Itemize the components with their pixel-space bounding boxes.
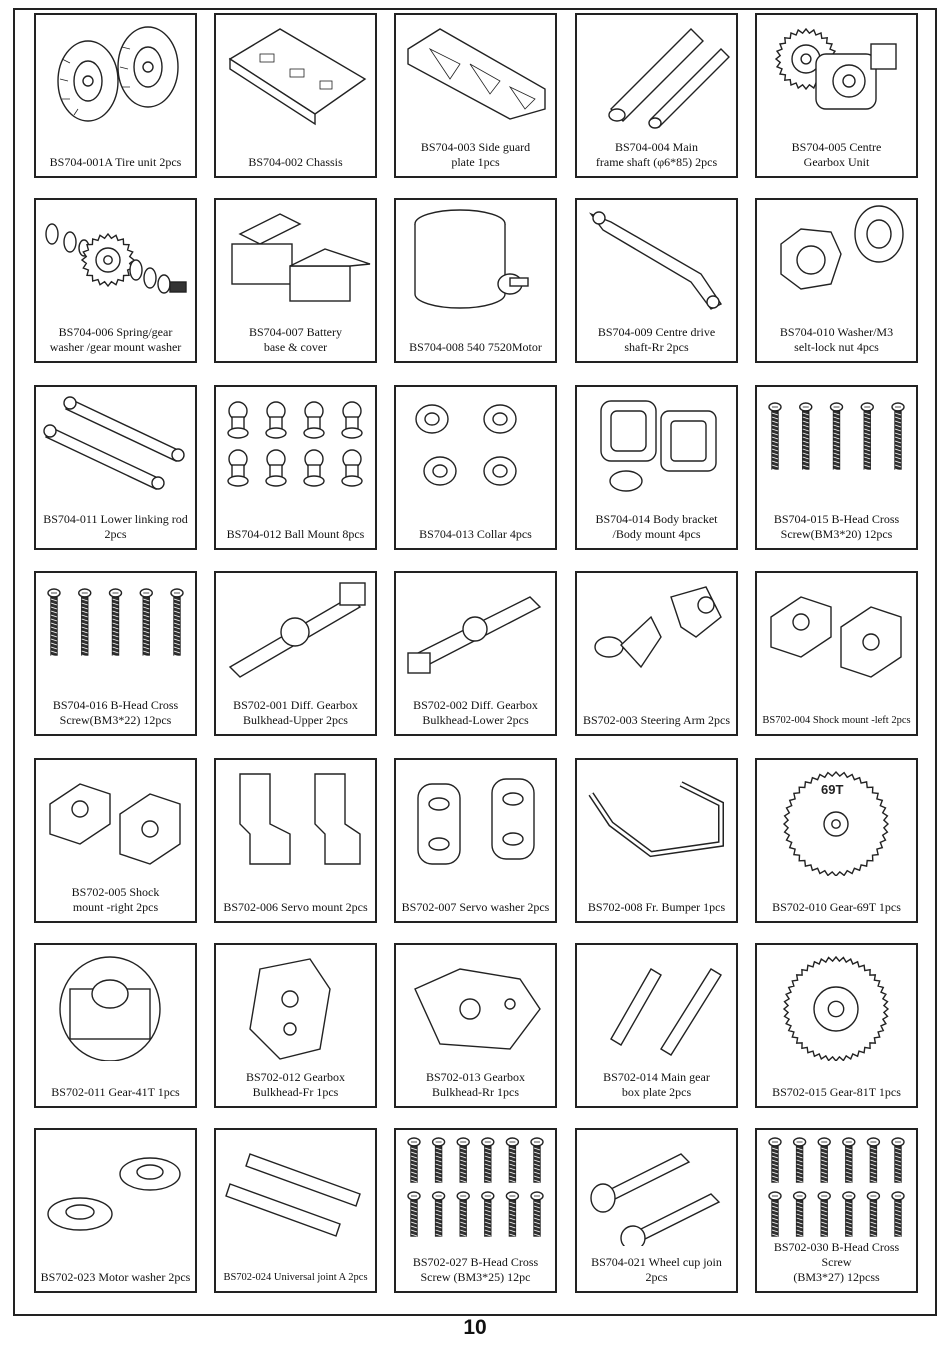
part-cell (214, 385, 377, 550)
part-caption: BS704-005 Centre Gearbox Unit (791, 140, 882, 169)
part-caption: BS702-023 Motor washer 2pcs (40, 1270, 191, 1284)
part-cell (394, 571, 557, 736)
part-caption: BS704-004 Main frame shaft (φ6*85) 2pcs (595, 140, 718, 169)
part-caption: BS704-006 Spring/gear washer /gear mount washer (49, 325, 182, 354)
part-cell (34, 943, 197, 1108)
gearbox-plate-rr-icon (400, 949, 551, 1061)
part-caption: BS702-027 B-Head Cross Screw (BM3*25) 12pc (412, 1255, 539, 1284)
part-caption: BS702-005 Shock mount -right 2pcs (71, 885, 160, 914)
part-cell (394, 13, 557, 178)
part-caption: BS704-003 Side guard plate 1pcs (420, 140, 531, 169)
part-cell (34, 13, 197, 178)
part-caption: BS702-010 Gear-69T 1pcs (772, 900, 901, 914)
part-cell (214, 198, 377, 363)
svg-text:69T: 69T (821, 782, 844, 797)
part-cell (575, 943, 738, 1108)
universal-joint-icon (220, 1134, 371, 1246)
part-caption: BS702-014 Main gear box plate 2pcs (603, 1070, 710, 1099)
steering-arm-icon (581, 577, 732, 689)
part-caption: BS702-013 Gearbox Bulkhead-Rr 1pcs (426, 1070, 525, 1099)
motor-washer-icon (40, 1134, 191, 1246)
part-cell (755, 13, 918, 178)
gearbox-unit-icon (761, 19, 912, 131)
page-number: 10 (463, 1316, 487, 1339)
part-caption: BS702-011 Gear-41T 1pcs (51, 1085, 180, 1099)
part-cell (214, 943, 377, 1108)
part-cell (34, 758, 197, 923)
chassis-plate-icon (220, 19, 371, 131)
part-caption: BS702-006 Servo mount 2pcs (223, 900, 368, 914)
part-caption: BS702-001 Diff. Gearbox Bulkhead-Upper 2pcs (233, 698, 358, 727)
part-cell (575, 758, 738, 923)
part-caption: BS704-014 Body bracket /Body mount 4pcs (595, 512, 718, 541)
gear-washer-set-icon (40, 204, 191, 316)
part-cell (755, 758, 918, 923)
part-caption: BS702-002 Diff. Gearbox Bulkhead-Lower 2pcs (413, 698, 538, 727)
battery-base-icon (220, 204, 371, 316)
linking-rod-icon (40, 391, 191, 503)
part-caption: BS704-008 540 7520Motor (409, 340, 542, 354)
part-caption: BS704-011 Lower linking rod 2pcs (43, 512, 188, 541)
part-cell (34, 1128, 197, 1293)
part-cell (394, 385, 557, 550)
collar-icon (400, 391, 551, 503)
part-caption: BS704-016 B-Head Cross Screw(BM3*22) 12pcs (52, 698, 179, 727)
part-caption: BS702-008 Fr. Bumper 1pcs (587, 900, 726, 914)
part-cell (575, 571, 738, 736)
servo-washer-icon (400, 764, 551, 876)
part-caption: BS704-015 B-Head Cross Screw(BM3*20) 12pcs (773, 512, 900, 541)
shock-mount-icon (761, 577, 912, 689)
bumper-icon (581, 764, 732, 876)
part-cell (34, 198, 197, 363)
part-caption: BS704-010 Washer/M3 selt-lock nut 4pcs (779, 325, 894, 354)
part-cell (755, 943, 918, 1108)
gearbox-plate-icon (220, 949, 371, 1061)
lock-nut-icon (761, 204, 912, 316)
part-cell (394, 943, 557, 1108)
part-cell (575, 198, 738, 363)
ball-mount-icon (220, 391, 371, 503)
drive-shaft-icon (581, 204, 732, 316)
gear-81t-icon (761, 949, 912, 1061)
part-caption: BS704-013 Collar 4pcs (419, 527, 532, 541)
axle-lower-icon (400, 577, 551, 689)
wheel-cup-icon (581, 1134, 732, 1246)
side-guard-plate-icon (400, 19, 551, 131)
axle-upper-icon (220, 577, 371, 689)
part-cell (755, 571, 918, 736)
part-cell (394, 1128, 557, 1293)
part-caption: BS702-003 Steering Arm 2pcs (583, 713, 730, 727)
part-caption: BS702-004 Shock mount -left 2pcs (762, 715, 911, 726)
part-caption: BS702-024 Universal joint A 2pcs (223, 1272, 368, 1283)
gear-pin-icon (581, 949, 732, 1061)
part-cell (34, 571, 197, 736)
part-cell (214, 571, 377, 736)
tire-icon (40, 19, 191, 131)
part-caption: BS704-021 Wheel cup join 2pcs (591, 1255, 722, 1284)
part-cell (34, 385, 197, 550)
part-cell (214, 13, 377, 178)
part-caption: BS702-015 Gear-81T 1pcs (772, 1085, 901, 1099)
part-caption: BS702-007 Servo washer 2pcs (401, 900, 550, 914)
part-cell (214, 758, 377, 923)
shock-mount-icon (40, 764, 191, 876)
gear-41t-icon (40, 949, 191, 1061)
part-caption: BS704-012 Ball Mount 8pcs (226, 527, 365, 541)
screw-icon (40, 577, 191, 689)
frame-shaft-icon (581, 19, 732, 131)
part-caption: BS704-009 Centre drive shaft-Rr 2pcs (597, 325, 716, 354)
part-cell (575, 385, 738, 550)
motor-icon (400, 204, 551, 316)
part-cell (575, 1128, 738, 1293)
part-cell (394, 758, 557, 923)
part-cell (575, 13, 738, 178)
screw-set-icon (400, 1134, 551, 1246)
body-bracket-icon (581, 391, 732, 503)
part-caption: BS704-001A Tire unit 2pcs (49, 155, 182, 169)
part-cell (755, 385, 918, 550)
part-caption: BS702-012 Gearbox Bulkhead-Fr 1pcs (246, 1070, 345, 1099)
screw-icon (761, 391, 912, 503)
part-cell (394, 198, 557, 363)
part-caption: BS702-030 B-Head Cross Screw (BM3*27) 12pcss (773, 1240, 900, 1284)
part-cell (755, 198, 918, 363)
part-caption: BS704-007 Battery base & cover (249, 325, 342, 354)
gear-69t-icon (761, 764, 912, 876)
part-cell (755, 1128, 918, 1293)
screw-set-icon (761, 1134, 912, 1246)
part-caption: BS704-002 Chassis (248, 155, 343, 169)
servo-mount-icon (220, 764, 371, 876)
part-cell (214, 1128, 377, 1293)
